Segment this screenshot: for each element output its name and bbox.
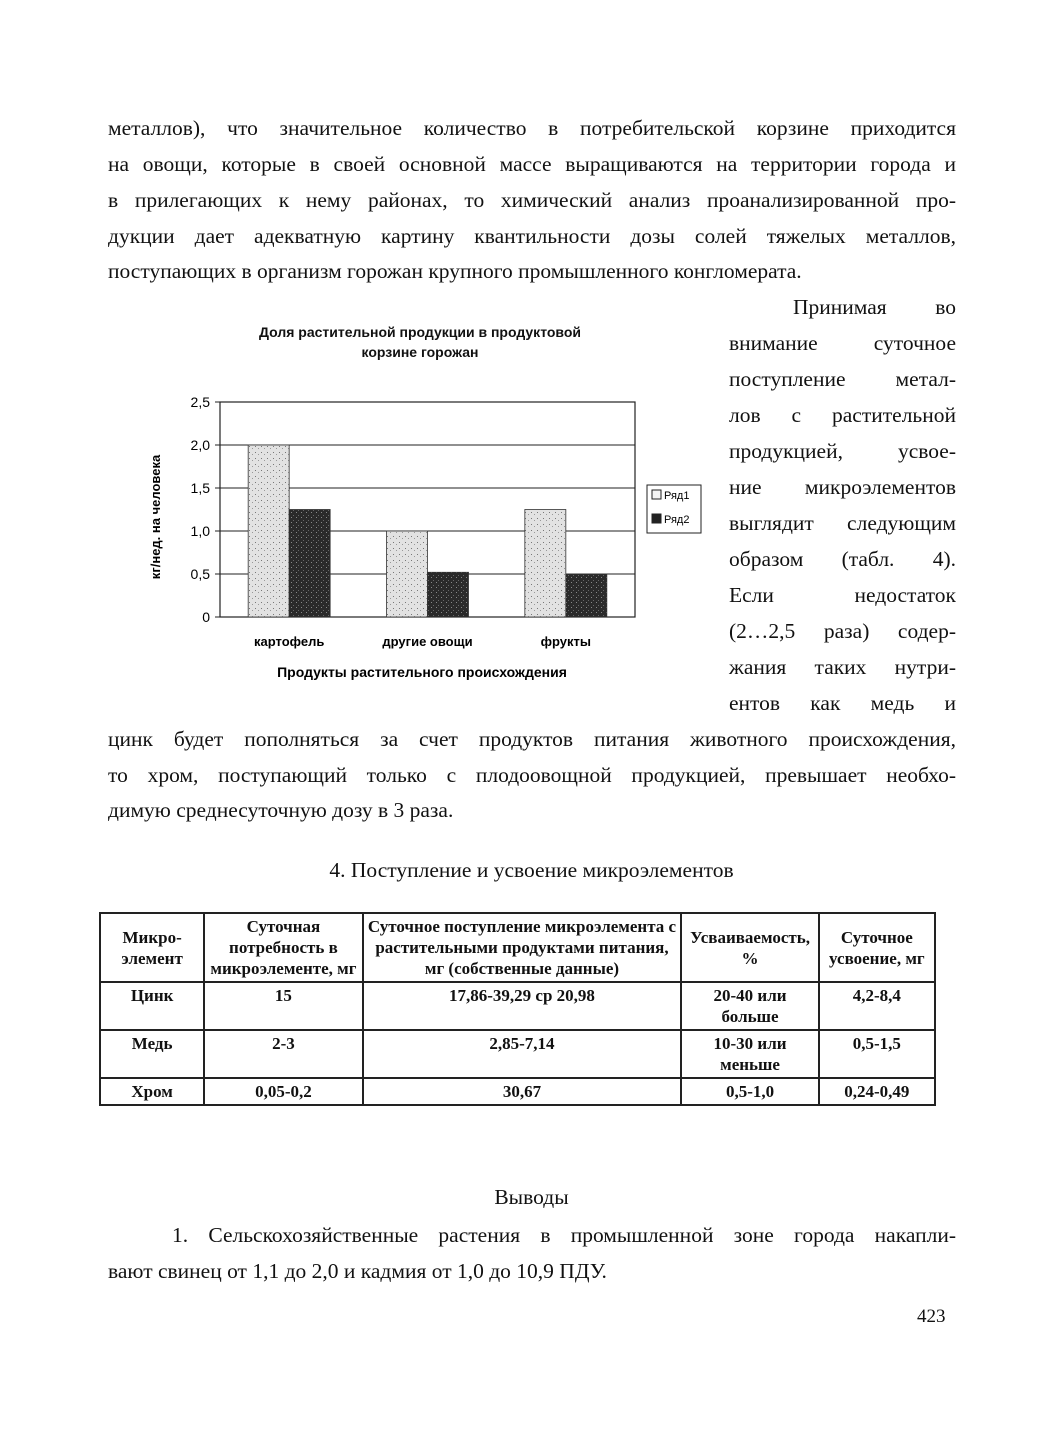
- chart-y-ticks: [191, 394, 220, 625]
- header-cell: Суточная потребность в микроэлементе, мг: [204, 913, 362, 982]
- conclusions-heading: Выводы: [494, 1185, 569, 1209]
- bar-Ряд2-другие овощи: [428, 572, 469, 617]
- paragraph-1-line: на овощи, которые в своей основной массе выращиваются на территории города и: [108, 152, 956, 176]
- bar-Ряд2-картофель: [289, 510, 330, 618]
- side-line: лов с растительной: [729, 403, 956, 427]
- table-cell: Цинк: [100, 982, 204, 1030]
- table-caption: 4. Поступление и усвоение микроэлементов: [329, 858, 734, 882]
- chart-y-label: кг/нед. на человека: [148, 454, 163, 580]
- chart-title-line: Доля растительной продукции в продуктовой: [259, 324, 581, 340]
- microelements-table: [99, 912, 936, 1106]
- table-cell: 4,2-8,4: [819, 982, 935, 1030]
- x-tick-label: другие овощи: [382, 634, 473, 649]
- paragraph-1-line: металлов), что значительное количество в потребительской корзине приходится: [108, 116, 956, 140]
- legend-swatch: [652, 490, 661, 499]
- legend-swatch: [652, 514, 661, 523]
- bar-Ряд1-картофель: [248, 445, 289, 617]
- paragraph-2-line: цинк будет пополняться за счет продуктов питания животного происхождения,: [108, 727, 956, 751]
- table-cell: 30,67: [363, 1078, 682, 1105]
- chart-bars: [248, 445, 607, 617]
- side-line: Если недостаток: [729, 583, 956, 607]
- legend-label: Ряд2: [664, 514, 690, 526]
- y-tick-label: 2,0: [190, 437, 210, 453]
- bar-Ряд1-другие овощи: [387, 531, 428, 617]
- chart-x-ticks: [254, 634, 591, 649]
- conclusion-line: вают свинец от 1,1 до 2,0 и кадмия от 1,0 до 10,9 ПДУ.: [108, 1259, 607, 1283]
- table-row: [100, 982, 935, 1030]
- paragraph-2-line: то хром, поступающий только с плодоовощной продукцией, превышает необхо-: [108, 763, 956, 787]
- table-cell: Хром: [100, 1078, 204, 1105]
- table-cell: 17,86-39,29 ср 20,98: [363, 982, 682, 1030]
- table-cell: 20-40 или больше: [681, 982, 818, 1030]
- table-row: [100, 1078, 935, 1105]
- table-cell: 0,5-1,0: [681, 1078, 818, 1105]
- x-tick-label: фрукты: [540, 634, 592, 649]
- y-tick-label: 1,5: [190, 480, 210, 496]
- x-tick-label: картофель: [254, 634, 325, 649]
- page-number: 423: [917, 1306, 946, 1327]
- side-line: (2…2,5 раза) содер-: [729, 619, 956, 643]
- header-cell: Микро-элемент: [100, 913, 204, 982]
- side-line: ние микроэлементов: [729, 475, 956, 499]
- side-line: ентов как медь и: [729, 691, 956, 715]
- header-cell: Суточное поступление микроэлемента с растительными продуктами питания, мг (собственные данные): [363, 913, 682, 982]
- y-tick-label: 1,0: [190, 523, 210, 539]
- side-line: поступление метал-: [729, 367, 956, 391]
- side-line: продукцией, усвое-: [729, 439, 956, 463]
- paragraph-1-line: дукции дает адекватную картину квантильности дозы солей тяжелых металлов,: [108, 224, 956, 248]
- paragraph-1-line: в прилегающих к нему районах, то химический анализ проанализированной про-: [108, 188, 956, 212]
- side-line: внимание суточное: [729, 331, 956, 355]
- header-cell: Усваиваемость, %: [681, 913, 818, 982]
- table-cell: 0,05-0,2: [204, 1078, 362, 1105]
- chart-title-line: корзине горожан: [361, 344, 479, 360]
- y-tick-label: 0: [202, 609, 210, 625]
- y-tick-label: 0,5: [190, 566, 210, 582]
- side-line: жания таких нутри-: [729, 655, 956, 679]
- side-line: выглядит следующим: [729, 511, 956, 535]
- paragraph-2-line: димую среднесуточную дозу в 3 раза.: [108, 798, 454, 822]
- bar-Ряд2-фрукты: [566, 574, 607, 617]
- chart-title: [200, 322, 640, 362]
- table-cell: 15: [204, 982, 362, 1030]
- table-cell: 2-3: [204, 1030, 362, 1078]
- bar-Ряд1-фрукты: [525, 510, 566, 618]
- table-header-row: [100, 913, 935, 982]
- table-cell: 0,5-1,5: [819, 1030, 935, 1078]
- paragraph-1-line: поступающих в организм горожан крупного промышленного конгломерата.: [108, 259, 802, 283]
- side-line: Принимая во: [793, 295, 956, 319]
- header-cell: Суточное усвоение, мг: [819, 913, 935, 982]
- table-row: [100, 1030, 935, 1078]
- chart-x-label: Продукты растительного происхождения: [277, 664, 567, 680]
- table-cell: Медь: [100, 1030, 204, 1078]
- legend-label: Ряд1: [664, 490, 690, 502]
- conclusion-line: 1. Сельскохозяйственные растения в промышленной зоне города накапли-: [172, 1223, 956, 1247]
- y-tick-label: 2,5: [190, 394, 210, 410]
- table-cell: 10-30 или меньше: [681, 1030, 818, 1078]
- side-line: образом (табл. 4).: [729, 547, 956, 571]
- table-cell: 2,85-7,14: [363, 1030, 682, 1078]
- chart-legend: [647, 485, 701, 533]
- bar-chart: [140, 385, 720, 685]
- table-cell: 0,24-0,49: [819, 1078, 935, 1105]
